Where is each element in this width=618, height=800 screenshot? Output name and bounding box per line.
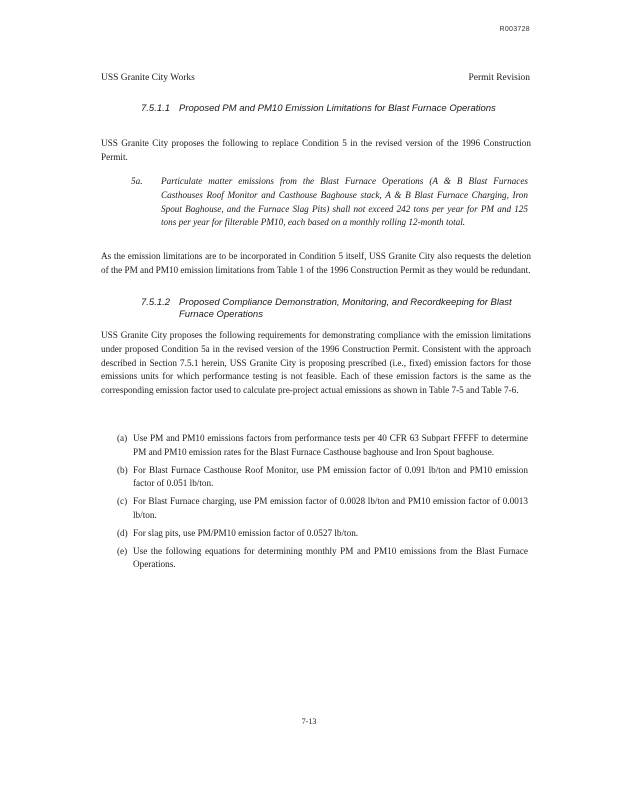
requirements-list	[117, 432, 528, 576]
document-id: R003728	[499, 26, 530, 33]
header-left: USS Granite City Works	[101, 73, 195, 83]
section-number: 7.5.1.1	[141, 103, 171, 114]
list-item	[117, 527, 528, 541]
list-marker: (a)	[117, 433, 128, 443]
list-item-text: For slag pits, use PM/PM10 emission factor of 0.0527 lb/ton.	[133, 527, 359, 538]
list-marker: (c)	[117, 496, 128, 507]
section-title: Proposed PM and PM10 Emission Limitations for Blast Furnace Operations	[179, 103, 496, 114]
list-item	[117, 495, 528, 523]
condition-text: Particulate matter emissions from the Blast Furnace Operations (A & B Blast Furnaces Casthouses Roof Monitor and Casthouse Baghouse stack, A & B Blast Furnace Charging, Iron Spout Baghouse, and the Furnace Slag Pits) shall not exceed 242 tons per year for PM and 125 tons per year for filterable PM10, each based on a monthly rolling 12-month total.	[161, 176, 528, 228]
section-heading-7-5-1-2	[101, 297, 531, 321]
page-number: 7-13	[301, 717, 317, 726]
header-right: Permit Revision	[468, 73, 530, 83]
list-item	[117, 464, 528, 492]
list-item	[117, 545, 528, 573]
condition-5a	[131, 175, 528, 230]
list-item-text: For Blast Furnace charging, use PM emission factor of 0.0028 lb/ton and PM10 emission factor of 0.0013 lb/ton.	[133, 496, 528, 520]
list-marker: (e)	[117, 545, 128, 556]
section-number: 7.5.1.2	[141, 297, 171, 308]
intro-paragraph	[101, 137, 531, 165]
paragraph-3	[101, 329, 531, 398]
list-item-text: For Blast Furnace Casthouse Roof Monitor, use PM emission factor of 0.091 lb/ton and PM10 emission factor of 0.051 lb/ton.	[133, 464, 528, 489]
intro-text: USS Granite City proposes the following to replace Condition 5 in the revised version of the 1996 Construction Permit.	[101, 138, 531, 162]
section-heading-7-5-1-1	[101, 103, 531, 115]
section-title: Proposed Compliance Demonstration, Monitoring, and Recordkeeping for Blast Furnace Operations	[179, 297, 512, 320]
list-item-text: Use PM and PM10 emissions factors from performance tests per 40 CFR 63 Subpart FFFFF to determine PM and PM10 emission rates for the Blast Furnace Casthouse baghouse and Iron Spout baghouse.	[133, 433, 528, 457]
paragraph-2-text: As the emission limitations are to be incorporated in Condition 5 itself, USS Granite City also requests the deletion of the PM and PM10 emission limitations from Table 1 of the 1996 Construction Permit as they would be redundant.	[101, 251, 531, 275]
paragraph-2	[101, 250, 531, 278]
condition-label: 5a.	[131, 176, 143, 186]
list-item-text: Use the following equations for determining monthly PM and PM10 emissions from the Blast Furnace Operations.	[133, 545, 528, 570]
list-marker: (d)	[117, 527, 128, 538]
list-item	[117, 432, 528, 460]
list-marker: (b)	[117, 464, 128, 475]
paragraph-3-text: USS Granite City proposes the following requirements for demonstrating compliance with the emission limitations under proposed Condition 5a in the revised version of the 1996 Construction Permit. Consistent with the approach described in Section 7.5.1 herein, USS Granite City is proposing prescribed (i.e., fixed) emission factors for those emissions units for which performance testing is not feasible. Each of these emission factors is the same as the corresponding emission factor used to calculate pre-project actual emissions as shown in Table 7-5 and Table 7-6.	[101, 330, 531, 396]
